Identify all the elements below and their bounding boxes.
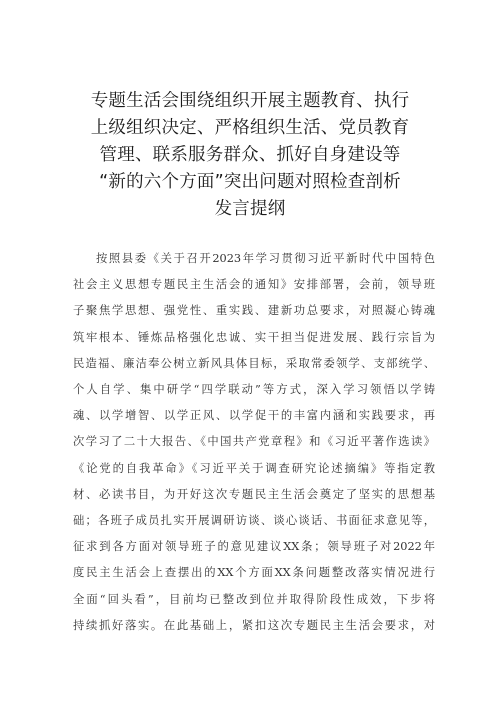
body-line: 民造福、廉洁奉公树立新风具体目标，采取常委领学、支部统学、 <box>73 356 435 370</box>
body-line: 《论党的自我革命》《习近平关于调查研究论述摘编》等指定教 <box>73 461 435 475</box>
body-line: 度民主生活会上查摆出的XX个方面XX条问题整改落实情况进行 <box>73 566 435 580</box>
body-line: 材、必读书目，为开好这次专题民主生活会奠定了坚实的思想基 <box>73 487 435 501</box>
title-line: “新的六个方面”突出问题对照检查剖析 <box>99 172 401 192</box>
body-line: 础；各班子成员扎实开展调研访谈、谈心谈话、书面征求意见等， <box>73 514 435 528</box>
body-line: 征求到各方面对领导班子的意见建议XX条；领导班子对2022年 <box>73 540 435 554</box>
title-line: 管理、联系服务群众、抓好自身建设等 <box>99 145 401 165</box>
body-line: 社会主义思想专题民主生活会的通知》安排部署，会前，领导班 <box>73 278 435 292</box>
title-line: 专题生活会围绕组织开展主题教育、执行 <box>90 91 410 111</box>
document-title <box>60 88 440 223</box>
body-line: 魂、以学增智、以学正风、以学促干的丰富内涵和实践要求，再 <box>73 409 435 423</box>
body-line: 按照县委《关于召开2023年学习贯彻习近平新时代中国特色 <box>96 252 435 265</box>
body-line: 持续抓好落实。在此基础上，紧扣这次专题民主生活会要求，对 <box>73 618 435 632</box>
title-line: 上级组织决定、严格组织生活、党员教育 <box>90 118 410 138</box>
body-line: 个人自学、集中研学“四学联动”等方式，深入学习领悟以学铸 <box>73 383 435 397</box>
body-line: 子聚焦学思想、强党性、重实践、建新功总要求，对照凝心铸魂 <box>73 304 435 318</box>
title-line: 发言提纲 <box>214 199 286 219</box>
body-line: 全面“回头看”，目前均已整改到位并取得阶段性成效，下步将 <box>73 592 435 606</box>
body-paragraph <box>73 246 435 639</box>
body-line: 筑牢根本、锤炼品格强化忠诚、实干担当促进发展、践行宗旨为 <box>73 330 435 344</box>
body-line: 次学习了二十大报告、《中国共产党章程》和《习近平著作选读》 <box>73 435 435 449</box>
